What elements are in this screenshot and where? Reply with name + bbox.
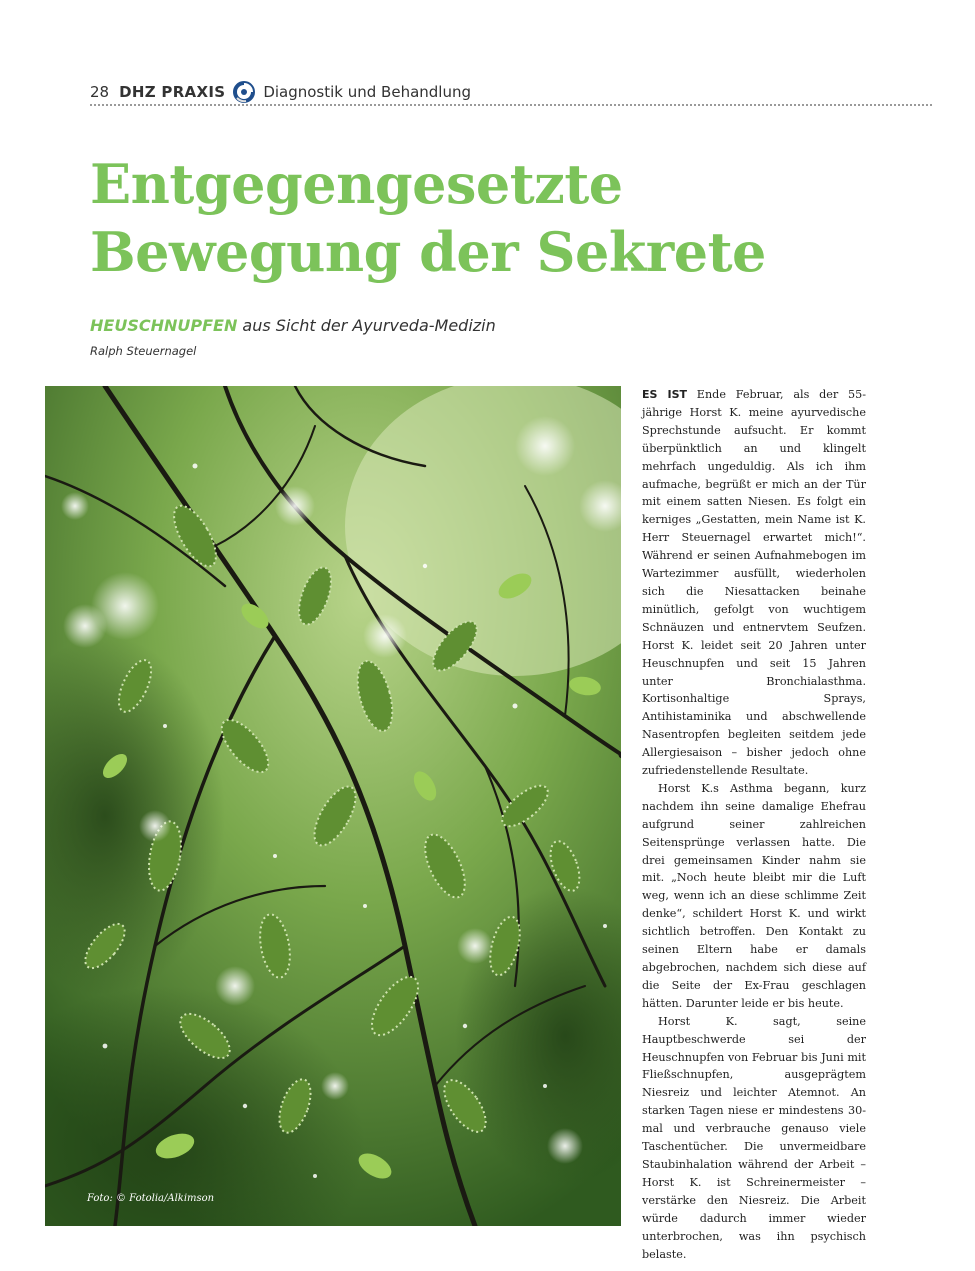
article-subtitle <box>90 316 496 335</box>
article-photo <box>45 386 621 1226</box>
article-title <box>90 150 930 286</box>
subtitle-text: aus Sicht der Ayurveda-Medizin <box>242 316 496 335</box>
author-name: Ralph Steuernagel <box>90 344 197 358</box>
willow-catkins-image <box>45 386 621 1226</box>
subtitle-keyword: HEUSCHNUPFEN <box>90 316 238 335</box>
dhz-logo-icon <box>233 81 255 103</box>
header-divider <box>90 104 932 106</box>
category-label: Diagnostik und Behandlung <box>263 83 471 101</box>
title-line-2: Bewegung der Sekrete <box>90 220 766 284</box>
page-number: 28 <box>90 83 110 101</box>
paragraph-1-text: Ende Februar, als der 55-jährige Horst K. meine ayurvedische Sprechstunde aufsucht. Er kommt überpünktlich an und klingelt mehrfach ungeduldig. Als ich ihm aufmache, begrüßt er mich an der Tür mit einem satten Niesen. Es folgt ein kerniges „Gestatten, mein Name ist K. Herr Steuernagel erwartet mich!“. Während er seinen Aufnahmebogen im Wartezimmer ausfüllt, wiederholen sich die Niesattacken beinahe minütlich, gefolgt von wuchtigem Schnäuzen und entnervtem Seufzen. Horst K. leidet seit 20 Jahren unter Heuschnupfen und seit 15 Jahren unter Bronchialasthma. Kortisonhaltige Sprays, Antihistaminika und abschwellende Nasentropfen begleiten seitdem jede Allergiesaison – bisher jedoch ohne zufriedenstellende Resultate. <box>642 388 867 778</box>
title-line-1: Entgegengesetzte <box>90 152 623 216</box>
paragraph-2: Horst K.s Asthma begann, kurz nachdem ihn seine damalige Ehefrau aufgrund seiner zahlreichen Seitensprünge verlassen hatte. Die drei gemeinsamen Kinder nahm sie mit. „Noch heute bleibt mir die Luft weg, wenn ich an diese schlimme Zeit denke“, schildert Horst K. und wirkt sichtlich betroffen. Den Kontakt zu seinen Eltern habe er damals abgebrochen, nachdem sich diese auf die Seite der Ex-Frau geschlagen hätten. Darunter leide er bis heute. <box>642 781 866 1010</box>
article-body <box>642 386 866 1263</box>
photo-credit: Foto: © Fotolia/Alkimson <box>87 1193 215 1204</box>
lead-in: ES IST <box>642 388 688 401</box>
paragraph-1 <box>642 386 866 780</box>
paragraph-3: Horst K. sagt, seine Hauptbeschwerde sei der Heuschnupfen von Februar bis Juni mit Fließschnupfen, ausgeprägtem Niesreiz und leichter Atemnot. An starken Tagen niese er mindestens 30-mal und verbrauche genauso viele Taschentücher. Die unvermeidbare Staubinhalation während der Arbeit – Horst K. ist Schreinermeister – verstärke den Niesreiz. Die Arbeit würde dadurch immer wieder unterbrochen, was ihn psychisch belaste. <box>642 1014 866 1261</box>
section-name: DHZ PRAXIS <box>119 83 226 101</box>
running-header <box>90 78 932 106</box>
